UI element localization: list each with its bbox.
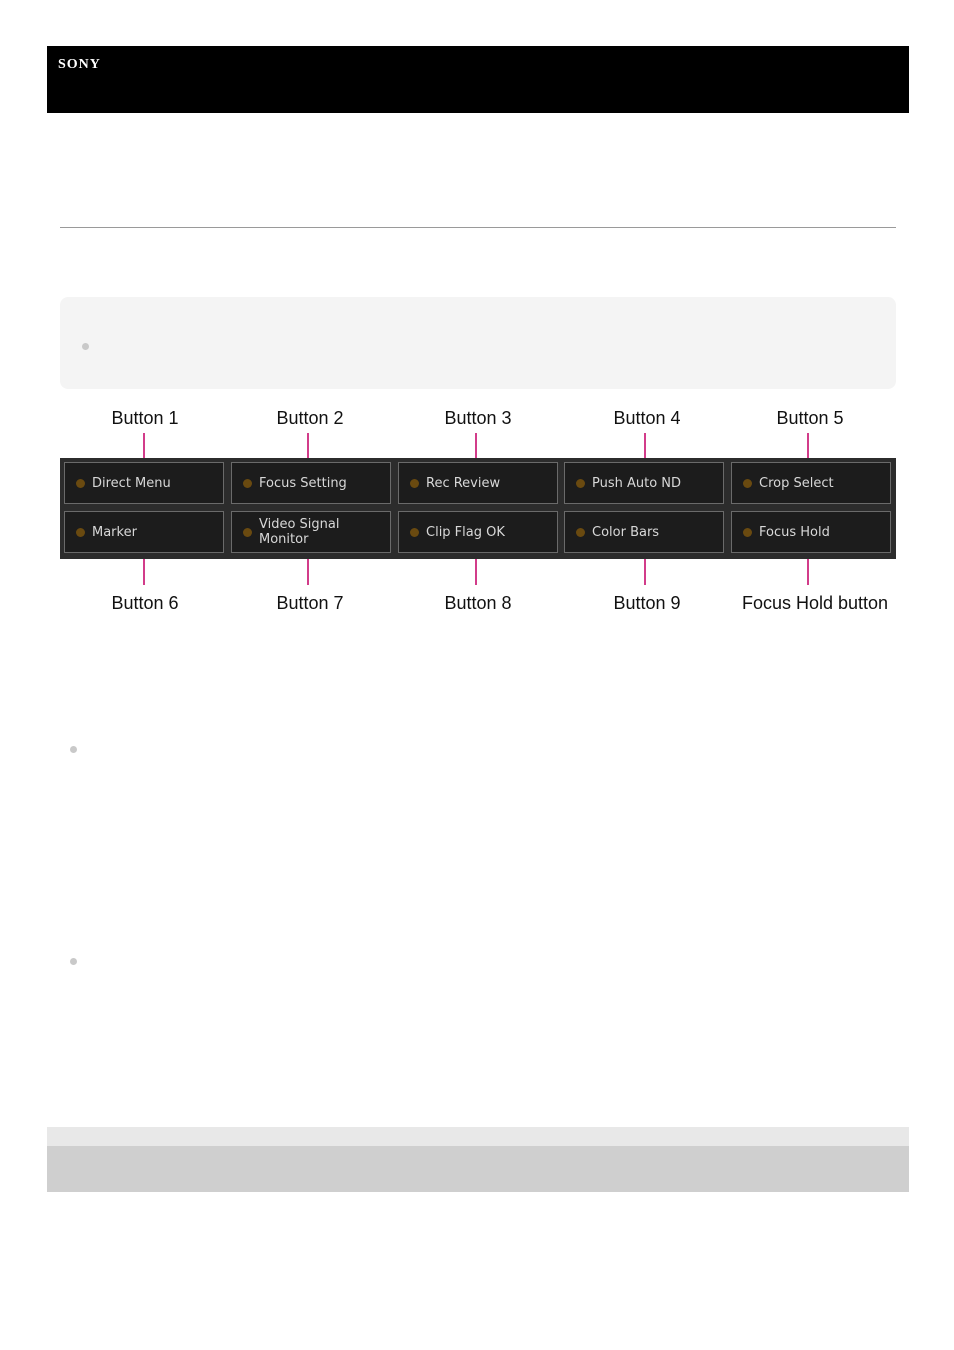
assignable-button-panel [60,458,896,559]
button-label: Rec Review [426,475,501,491]
label-button-4: Button 4 [613,408,681,428]
callout-line-5 [807,433,809,458]
callout-line-4 [644,433,646,458]
label-button-2: Button 2 [276,408,344,428]
button-label: Focus Setting [259,475,347,491]
indicator-icon [410,528,419,537]
label-button-9: Button 9 [613,593,681,613]
button-label: Marker [92,524,137,540]
callout-line-2 [307,433,309,458]
indicator-icon [743,528,752,537]
label-button-8: Button 8 [444,593,512,613]
sony-logo: SONY [58,57,101,72]
assign-button-1[interactable] [64,462,224,504]
button-label: Direct Menu [92,475,171,491]
list-bullet-icon [70,746,77,753]
indicator-icon [76,479,85,488]
button-label: Crop Select [759,475,834,491]
title-divider [60,227,896,228]
assign-button-2[interactable] [231,462,391,504]
label-button-7: Button 7 [276,593,344,613]
callout-line-7 [307,559,309,585]
label-button-6: Button 6 [111,593,179,613]
assign-button-6[interactable] [64,511,224,553]
callout-line-9 [644,559,646,585]
callout-line-10 [807,559,809,585]
assign-button-9[interactable] [564,511,724,553]
indicator-icon [743,479,752,488]
button-label: Focus Hold [759,524,830,540]
assign-button-5[interactable] [731,462,891,504]
assign-button-8[interactable] [398,511,558,553]
indicator-icon [410,479,419,488]
indicator-icon [576,528,585,537]
callout-line-3 [475,433,477,458]
list-bullet-icon [70,958,77,965]
note-bullet-icon [82,343,89,350]
page-header [47,46,909,113]
label-button-1: Button 1 [111,408,179,428]
label-button-3: Button 3 [444,408,512,428]
note-box [60,297,896,389]
indicator-icon [243,479,252,488]
callout-line-8 [475,559,477,585]
button-label: Color Bars [592,524,660,540]
button-label: Push Auto ND [592,475,682,491]
footer-bar [47,1146,909,1192]
indicator-icon [243,528,252,537]
footer-top-band [47,1127,909,1146]
assign-button-7[interactable] [231,511,391,553]
callout-line-6 [143,559,145,585]
label-focus-hold-button: Focus Hold button [741,593,889,613]
assign-button-4[interactable] [564,462,724,504]
button-label: Video Signal Monitor [259,517,340,547]
indicator-icon [76,528,85,537]
label-button-5: Button 5 [776,408,844,428]
button-label: Clip Flag OK [426,524,505,540]
assign-button-3[interactable] [398,462,558,504]
indicator-icon [576,479,585,488]
callout-line-1 [143,433,145,458]
focus-hold-button[interactable] [731,511,891,553]
